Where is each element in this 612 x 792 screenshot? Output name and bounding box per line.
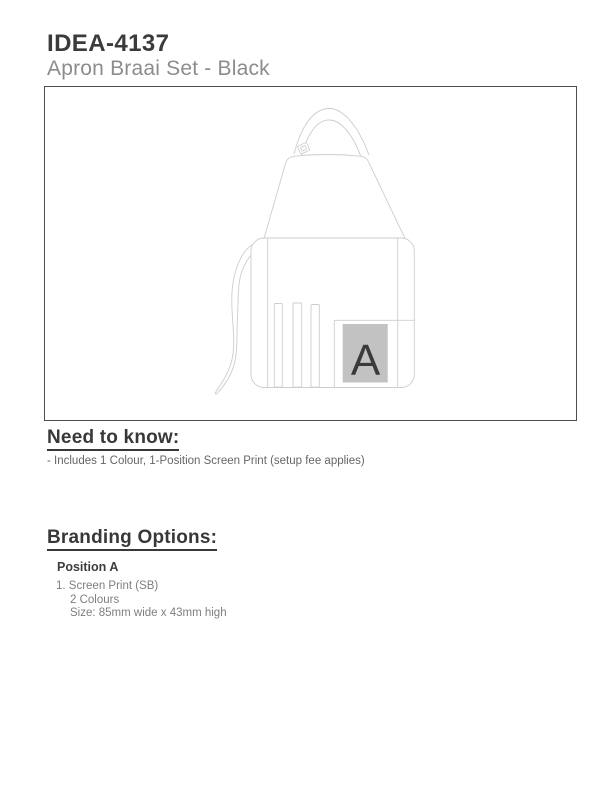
- branding-method-line: 1. Screen Print (SB): [56, 580, 159, 592]
- branding-size-line: Size: 85mm wide x 43mm high: [70, 607, 227, 619]
- branding-position-letter: A: [350, 336, 381, 385]
- need-to-know-section: [47, 428, 179, 451]
- product-image-box: [44, 86, 577, 421]
- product-code: IDEA-4137: [47, 30, 170, 57]
- need-to-know-heading: Need to know:: [47, 428, 179, 451]
- apron-bib: [264, 155, 405, 239]
- utensil-slot-1: [274, 304, 282, 388]
- branding-options-section: [47, 528, 217, 551]
- neck-strap-inner: [301, 120, 361, 157]
- strap-buckle-icon: [297, 142, 310, 154]
- branding-colours-line: 2 Colours: [70, 593, 120, 606]
- utensil-slot-2: [293, 303, 302, 387]
- product-name: Apron Braai Set - Black: [47, 57, 270, 80]
- utensil-slot-3: [311, 305, 319, 388]
- apron-line-drawing: [45, 87, 576, 420]
- branding-position-details: [56, 580, 227, 621]
- branding-position-title: Position A: [57, 560, 119, 574]
- branding-options-heading: Branding Options:: [47, 528, 217, 551]
- waist-tie: [215, 245, 253, 394]
- need-to-know-note: - Includes 1 Colour, 1-Position Screen Print (setup fee applies): [47, 455, 365, 467]
